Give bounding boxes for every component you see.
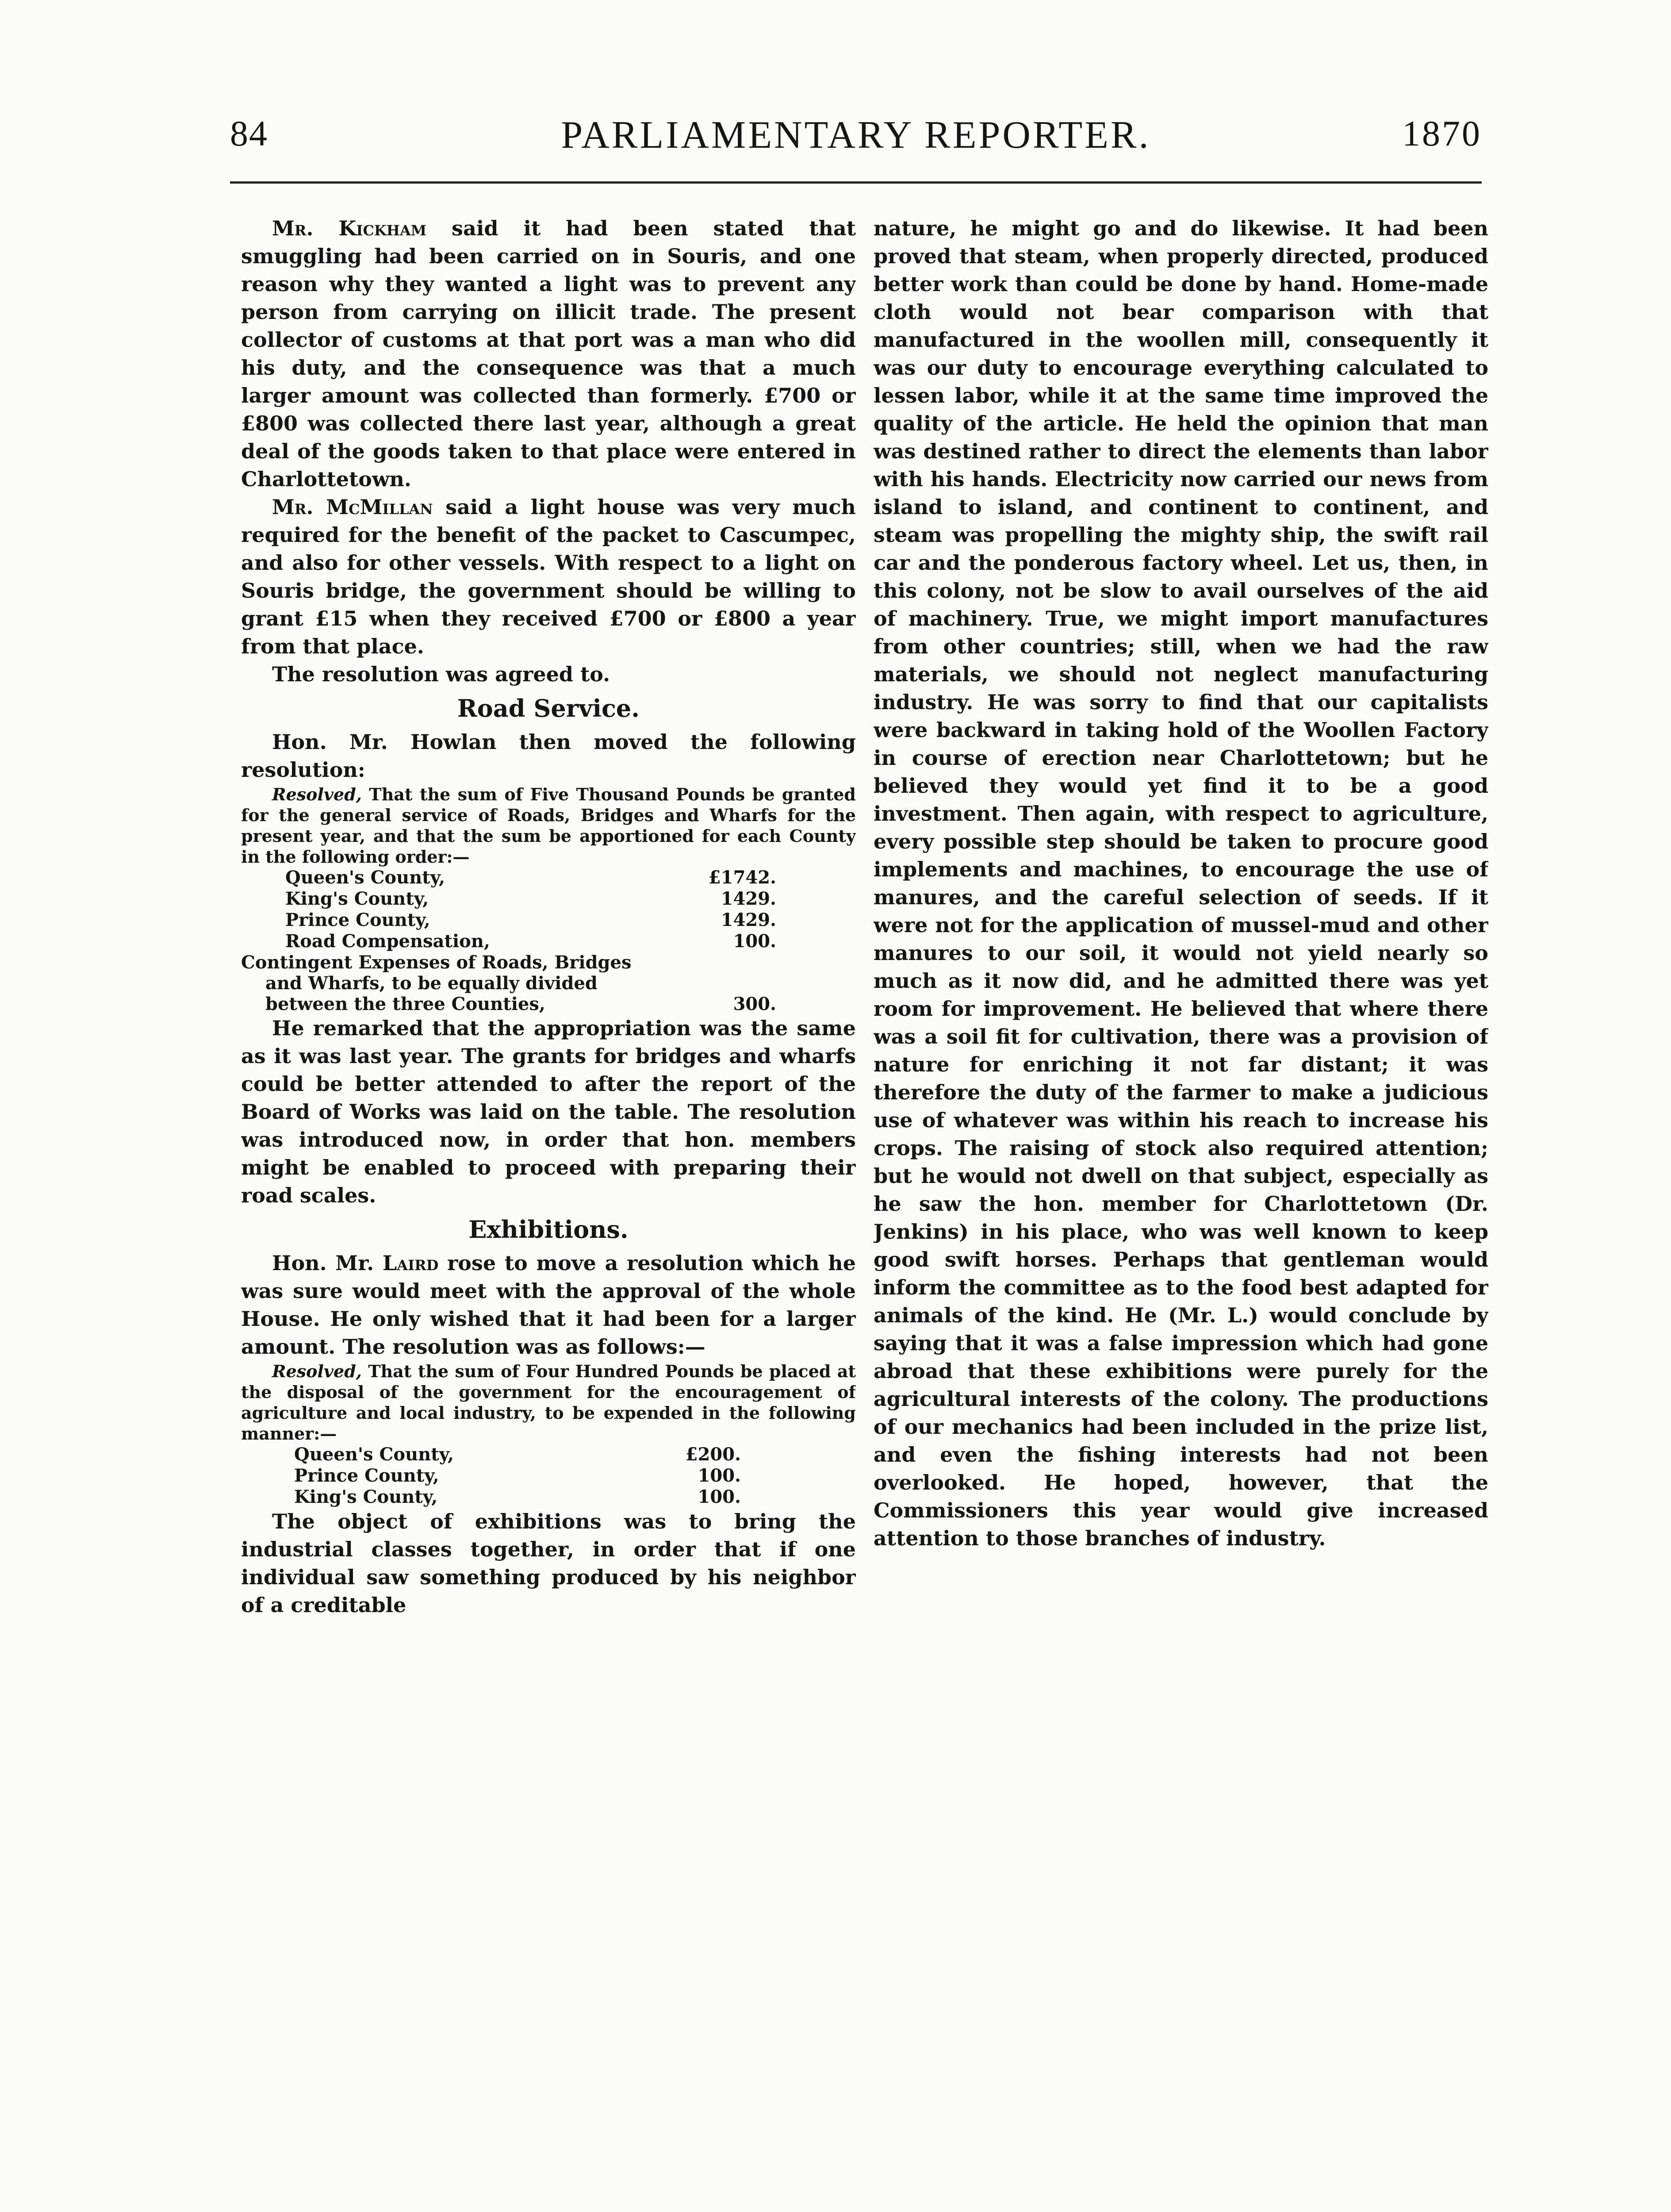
- amount: 100.: [733, 931, 776, 952]
- allocation-row: [294, 1444, 741, 1465]
- resolution-text: That the sum of Four Hundred Pounds be placed at the disposal of the government for the encouragement of agriculture and local industry, to be expended in the following manner:—: [241, 1361, 856, 1444]
- amount: 1429.: [721, 888, 776, 909]
- speaker-name: Laird: [382, 1251, 439, 1275]
- page-header: [230, 113, 1482, 170]
- resolution-exhibitions: [241, 1361, 856, 1444]
- contingent-expenses-row: [241, 952, 776, 1014]
- amount: £200.: [685, 1444, 741, 1465]
- county-label: Queen's County,: [285, 867, 445, 888]
- county-label: King's County,: [294, 1486, 438, 1507]
- contingent-line: between the three Counties,: [265, 994, 545, 1014]
- amount: 100.: [698, 1465, 741, 1486]
- resolution-text: That the sum of Five Thousand Pounds be granted for the general service of Roads, Bridges and Wharfs for the present year, and that the sum be apportioned for each County in the following order:—: [241, 784, 856, 867]
- page-year: 1870: [1402, 113, 1482, 154]
- paragraph-kickham: [241, 215, 856, 493]
- allocation-row: [285, 910, 776, 931]
- amount: £1742.: [708, 867, 776, 888]
- resolved-label: Resolved,: [272, 784, 362, 804]
- speaker-name: Mr. Kickham: [272, 216, 427, 240]
- amount: 300.: [733, 994, 776, 1014]
- contingent-line: Contingent Expenses of Roads, Bridges: [241, 952, 632, 973]
- section-heading-exhibitions: Exhibitions.: [468, 1215, 629, 1244]
- contingent-label: [241, 952, 701, 1014]
- county-label: Road Compensation,: [285, 931, 490, 952]
- paragraph-text: said it had been stated that smuggling had been carried on in Souris, and one reason why they wanted a light was to prevent any person from carrying on illicit trade. The present collector of customs at that port was a man who did his duty, and the consequence was that a much larger amount was collected than formerly. £700 or £800 was collected there last year, although a great deal of the goods taken to that place were entered in Charlottetown.: [241, 216, 856, 491]
- paragraph-agreed: The resolution was agreed to.: [272, 662, 610, 686]
- running-title: PARLIAMENTARY REPORTER.: [561, 114, 1151, 157]
- paragraph-text: Hon. Mr.: [272, 1251, 383, 1275]
- county-label: King's County,: [285, 888, 429, 909]
- page-number: 84: [230, 113, 268, 154]
- right-column: [874, 215, 1488, 2212]
- allocation-row: [294, 1486, 741, 1508]
- county-label: Prince County,: [285, 910, 430, 930]
- paragraph-mcmillan: [241, 493, 856, 661]
- paragraph-howlan: Hon. Mr. Howlan then moved the following resolution:: [241, 730, 856, 782]
- amount: 100.: [698, 1486, 741, 1507]
- road-allocation-table: [285, 867, 776, 952]
- paragraph-continued: nature, he might go and do likewise. It had been proved that steam, when properly directed, produced better work than could be done by hand. Home-made cloth would not bear comparison with that manufactured in the woollen mill, consequently it was our duty to encourage everything calculated to lessen labor, while it at the same time improved the quality of the article. He held the opinion that man was destined rather to direct the elements than labor with his hands. Electricity now carried our news from island to island, and continent to continent, and steam was propelling the mighty ship, the swift rail car and the ponderous factory wheel. Let us, then, in this colony, not be slow to avail ourselves of the aid of machinery. True, we might import manufactures from other countries; still, when we had the raw materials, we should not neglect manufacturing industry. He was sorry to find that our capitalists were backward in taking hold of the Woollen Factory in course of erection near Charlottetown; but he believed they would yet find it to be a good investment. Then again, with respect to agriculture, every possible step should be taken to procure good implements and machines, to encourage the use of manures, and the careful selection of seeds. If it were not for the application of mussel-mud and other manures to our soil, it would not yield nearly so much as it now did, and he admitted there was yet room for improvement. He believed that where there was a soil fit for cultivation, there was a provision of nature for enriching it not far distant; it was therefore the duty of the farmer to make a judicious use of whatever was within his reach to increase his crops. The raising of stock also required attention; but he would not dwell on that subject, especially as he saw the hon. member for Charlottetown (Dr. Jenkins) in his place, who was well known to keep good swift horses. Perhaps that gentleman would inform the committee as to the food best adapted for animals of the kind. He (Mr. L.) would conclude by saying that it was a false impression which had gone abroad that these exhibitions were purely for the agricultural interests of the colony. The productions of our mechanics had been included in the prize list, and even the fishing interests had not been overlooked. He hoped, however, that the Commissioners this year would give increased attention to those branches of industry.: [874, 216, 1488, 1550]
- allocation-row: [285, 867, 776, 888]
- left-column: [241, 215, 856, 2212]
- resolution-road: [241, 784, 856, 867]
- amount: 1429.: [721, 910, 776, 930]
- paragraph-object-of-exhibitions: The object of exhibitions was to bring the industrial classes together, in order that if one individual saw something produced by his neighbor of a creditable: [241, 1509, 856, 1617]
- paragraph-text: said a light house was very much required for the benefit of the packet to Cascumpec, and also for other vessels. With respect to a light on Souris bridge, the government should be willing to grant £15 when they received £700 or £800 a year from that place.: [241, 495, 856, 658]
- speaker-name: Mr. McMillan: [272, 495, 433, 519]
- paragraph-laird: [241, 1249, 856, 1361]
- section-heading-road-service: Road Service.: [457, 694, 640, 722]
- allocation-row: [294, 1465, 741, 1486]
- exhibition-allocation-table: [294, 1444, 741, 1508]
- county-label: Queen's County,: [294, 1444, 454, 1465]
- resolved-label: Resolved,: [272, 1361, 362, 1381]
- county-label: Prince County,: [294, 1465, 439, 1486]
- allocation-row: [285, 888, 776, 910]
- header-rule: [230, 181, 1482, 184]
- paragraph-text: rose to move a resolution which he was sure would meet with the approval of the whole House. He only wished that it had been for a larger amount. The resolution was as follows:—: [241, 1251, 856, 1359]
- contingent-line: and Wharfs, to be equally divided: [265, 973, 598, 994]
- paragraph-appropriation: He remarked that the appropriation was the same as it was last year. The grants for bridges and wharfs could be better attended to after the report of the Board of Works was laid on the table. The resolution was introduced now, in order that hon. members might be enabled to proceed with preparing their road scales.: [241, 1016, 856, 1207]
- allocation-row: [285, 931, 776, 952]
